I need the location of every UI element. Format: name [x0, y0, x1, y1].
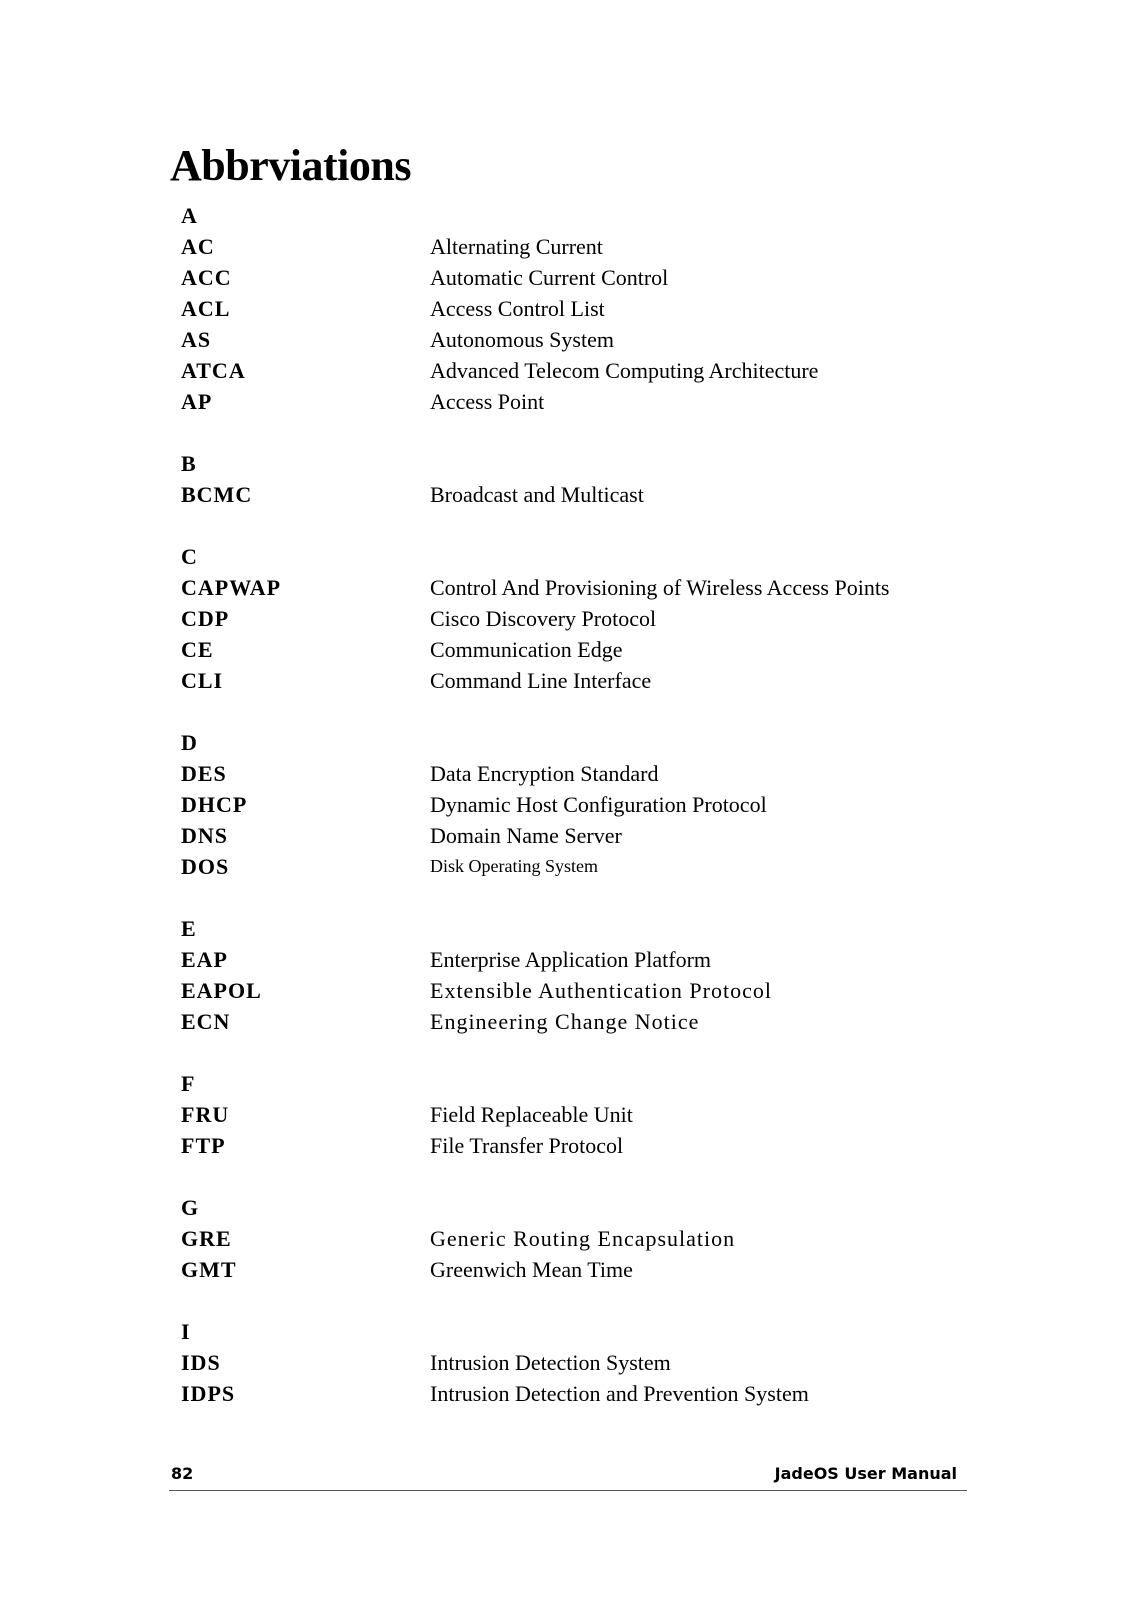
section-letter: A: [181, 203, 197, 228]
letter-group-e: [181, 913, 981, 1037]
list-item: [181, 386, 981, 417]
page-footer: [169, 1462, 967, 1491]
definition: Control And Provisioning of Wireless Access Points: [430, 575, 890, 600]
section-letter: B: [181, 451, 196, 476]
definition: Engineering Change Notice: [430, 1009, 700, 1034]
list-item: [181, 634, 981, 665]
abbreviation: BCMC: [181, 482, 253, 507]
definition: Intrusion Detection System: [430, 1350, 671, 1375]
list-item: [181, 1006, 981, 1037]
definition: Enterprise Application Platform: [430, 947, 712, 972]
abbreviation: CE: [181, 637, 214, 662]
abbreviation: CDP: [181, 606, 230, 631]
definition: Communication Edge: [430, 637, 623, 662]
manual-title: JadeOS User Manual: [774, 1464, 957, 1483]
abbreviation: AC: [181, 234, 215, 259]
definition: Autonomous System: [430, 327, 614, 352]
definition: Data Encryption Standard: [430, 761, 659, 786]
abbreviation: DES: [181, 761, 227, 786]
section-letter: E: [181, 916, 196, 941]
section-letter: D: [181, 730, 197, 755]
list-item: [181, 1223, 981, 1254]
definition: Field Replaceable Unit: [430, 1102, 633, 1127]
definition: Command Line Interface: [430, 668, 652, 693]
abbreviation: ECN: [181, 1009, 231, 1034]
page-title: Abbrviations: [170, 141, 411, 190]
abbreviation: DHCP: [181, 792, 248, 817]
section-letter: I: [181, 1319, 190, 1344]
list-item: [181, 324, 981, 355]
page-number: 82: [171, 1464, 194, 1483]
list-item: [181, 293, 981, 324]
definition: Intrusion Detection and Prevention System: [430, 1381, 809, 1406]
definition: Domain Name Server: [430, 823, 622, 848]
list-item: [181, 944, 981, 975]
abbreviation: ATCA: [181, 358, 246, 383]
definition: Extensible Authentication Protocol: [430, 978, 772, 1003]
abbreviation: AS: [181, 327, 212, 352]
definition: Access Point: [430, 389, 545, 414]
list-item: [181, 479, 981, 510]
list-item: [181, 231, 981, 262]
list-item: [181, 355, 981, 386]
abbreviation: IDPS: [181, 1381, 236, 1406]
list-item: [181, 975, 981, 1006]
abbreviation: GMT: [181, 1257, 237, 1282]
list-item: [181, 262, 981, 293]
abbreviation: IDS: [181, 1350, 221, 1375]
list-item: [181, 665, 981, 696]
section-letter: G: [181, 1195, 199, 1220]
list-item: [181, 1347, 981, 1378]
abbreviation: EAPOL: [181, 978, 262, 1003]
abbreviation: CAPWAP: [181, 575, 282, 600]
definition: Disk Operating System: [430, 856, 598, 876]
abbreviation: ACL: [181, 296, 231, 321]
definition: Alternating Current: [430, 234, 603, 259]
abbreviation: CLI: [181, 668, 224, 693]
list-item: [181, 851, 981, 882]
list-item: [181, 603, 981, 634]
section-letter: F: [181, 1071, 195, 1096]
list-item: [181, 1254, 981, 1285]
list-item: [181, 1099, 981, 1130]
abbreviation: AP: [181, 389, 213, 414]
letter-group-c: [181, 541, 981, 696]
letter-group-g: [181, 1192, 981, 1285]
letter-group-b: [181, 448, 981, 510]
list-item: [181, 820, 981, 851]
abbreviation-list: [181, 200, 981, 1440]
definition: Cisco Discovery Protocol: [430, 606, 657, 631]
letter-group-d: [181, 727, 981, 882]
abbreviation: GRE: [181, 1226, 232, 1251]
definition: Broadcast and Multicast: [430, 482, 644, 507]
definition: Dynamic Host Configuration Protocol: [430, 792, 767, 817]
abbreviation: EAP: [181, 947, 228, 972]
list-item: [181, 1130, 981, 1161]
abbreviation: FRU: [181, 1102, 230, 1127]
letter-group-i: [181, 1316, 981, 1409]
abbreviation: ACC: [181, 265, 232, 290]
letter-group-a: [181, 200, 981, 417]
list-item: [181, 758, 981, 789]
abbreviation: FTP: [181, 1133, 226, 1158]
abbreviation: DNS: [181, 823, 229, 848]
section-letter: C: [181, 544, 197, 569]
definition: Automatic Current Control: [430, 265, 669, 290]
definition: Greenwich Mean Time: [430, 1257, 633, 1282]
definition: Generic Routing Encapsulation: [430, 1226, 736, 1251]
list-item: [181, 572, 981, 603]
letter-group-f: [181, 1068, 981, 1161]
definition: File Transfer Protocol: [430, 1133, 624, 1158]
abbreviation: DOS: [181, 854, 230, 879]
definition: Advanced Telecom Computing Architecture: [430, 358, 819, 383]
list-item: [181, 1378, 981, 1409]
list-item: [181, 789, 981, 820]
definition: Access Control List: [430, 296, 605, 321]
